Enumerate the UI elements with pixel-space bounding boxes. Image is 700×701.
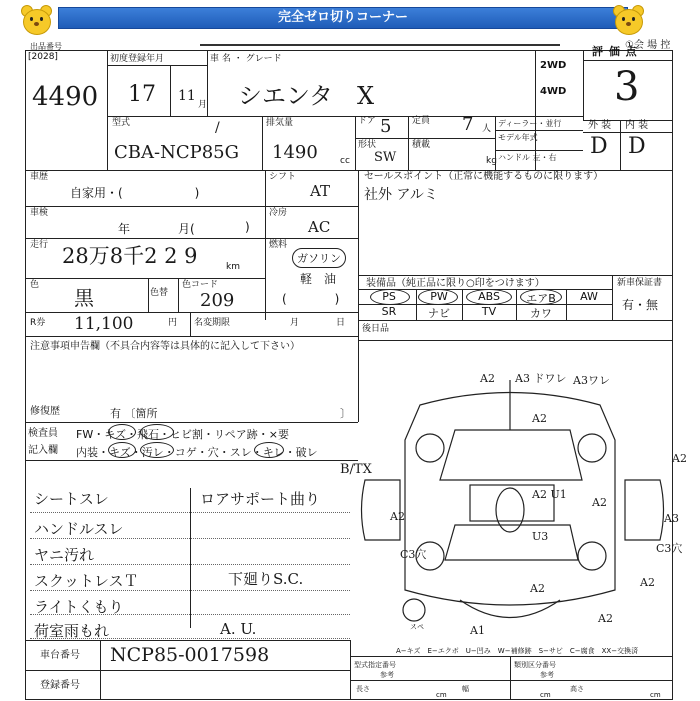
car-name-value: シエンタ X [238, 82, 375, 110]
note-underbody: 下廻りS.C. [228, 570, 304, 588]
mark-14: C3穴 [656, 542, 683, 555]
lot-year-code: [2028] [28, 52, 58, 62]
drive-2wd: 2WD [540, 60, 567, 71]
spare-tire [403, 599, 425, 621]
equip-aw: AW [580, 290, 598, 303]
fuel-other: ( ) [282, 292, 340, 306]
mark-4: A2 [532, 412, 547, 425]
length-label: 長さ [356, 685, 370, 693]
wheel-front-left [416, 434, 444, 462]
inspection-close: ) [245, 220, 250, 234]
length-unit: cm [436, 691, 447, 699]
fuel-diesel: 軽 油 [300, 272, 337, 286]
circle-abs [466, 289, 512, 305]
displacement-label: 排気量 [266, 118, 294, 128]
fuel-gasoline-circled: ガソリン [292, 248, 346, 268]
color-label: 色 [30, 280, 40, 290]
warranty-label: 新車保証書 [617, 278, 663, 288]
height-label: 高さ [570, 685, 584, 693]
shape-label: 形状 [358, 140, 377, 150]
equip-ps: PS [382, 290, 396, 303]
mascot-right-icon [610, 3, 646, 35]
inspection-label: 車検 [30, 208, 49, 218]
name-change-day: 日 [336, 318, 346, 328]
width-unit: cm [540, 691, 551, 699]
history-label: 車歴 [30, 172, 49, 182]
repair-close: 〕 [340, 407, 351, 420]
banner-title: 完全ゼロ切りコーナー [58, 7, 628, 29]
chassis-value: NCP85-0017598 [110, 644, 270, 666]
mark-16: A2 [592, 496, 607, 509]
circle-sure [254, 442, 284, 458]
color-code-value: 209 [200, 290, 235, 311]
mileage-unit: km [226, 262, 240, 272]
mark-3: A3ワレ [573, 374, 610, 387]
circle-ps [370, 289, 410, 305]
equip-abs: ABS [478, 290, 500, 303]
designation-a-ref: 参考 [380, 671, 394, 679]
circle-yogore [140, 442, 174, 458]
equip-pw: PW [430, 290, 448, 303]
shift-label: シフト [269, 172, 297, 182]
equip-leather: カワ [530, 307, 552, 320]
note-nicotine: ヤニ汚れ [34, 546, 95, 564]
shape-value: SW [374, 150, 397, 165]
equip-navi: ナビ [428, 307, 450, 320]
mileage-label: 走行 [30, 240, 49, 250]
designation-b-label: 類別区分番号 [514, 661, 556, 669]
mark-17: B/TX [340, 462, 372, 477]
width-label: 幅 [462, 685, 469, 693]
displacement-value: 1490 [272, 142, 318, 163]
chassis-label: 車台番号 [40, 650, 80, 661]
inspector-row-a: FW・キズ・飛石・ヒビ割・リペア跡・×要 [76, 428, 289, 441]
model-label: 型式 [112, 118, 131, 128]
handle-label: ハンドル 左・右 [498, 153, 557, 162]
inspection-year: 年 [118, 222, 131, 236]
model-year-label: モデル年式 [498, 133, 538, 142]
note-au: A. U. [220, 620, 257, 638]
first-reg-month-unit: 月 [198, 100, 208, 110]
circle-kizu [108, 424, 136, 440]
first-reg-label: 初度登録年月 [110, 54, 165, 64]
first-reg-year: 17 [128, 82, 156, 107]
repair-value: 有 〔箇所 [110, 407, 158, 420]
history-value: 自家用・( ) [70, 186, 200, 200]
rear-window-outline [445, 525, 578, 560]
mark-12: A2 [598, 612, 613, 625]
color-change-label: 色替 [150, 288, 169, 298]
note-trunk-leak: 荷室雨もれ [34, 622, 110, 640]
sales-point-value: 社外 アルミ [364, 187, 438, 203]
mark-10: A2 [530, 582, 545, 595]
note-light-cloudy: ライトくもり [34, 598, 124, 616]
rating-value: 3 [614, 64, 640, 110]
header-cut-line [200, 38, 560, 46]
mark-2: A3 ドワレ [515, 372, 567, 385]
circle-tobiishi [140, 424, 174, 440]
mascot-left-icon [18, 3, 54, 35]
doors-value: 5 [380, 116, 392, 137]
circle-pw [418, 289, 458, 305]
note-handle-wear: ハンドルスレ [34, 520, 124, 538]
notes-label: 注意事項申告欄（不具合内容等は具体的に記入して下さい） [30, 341, 300, 352]
model-value: CBA-NCP85G [114, 142, 239, 163]
drive-4wd: 4WD [540, 86, 567, 97]
inspector-label: 検査員 [28, 428, 58, 439]
dealer-label: ディーラー・並行 [498, 119, 562, 128]
car-name-label: 車 名 ・ グレード [210, 54, 282, 64]
recycle-label: R券 [30, 318, 46, 328]
rating-label: 評 価 点 [592, 45, 638, 58]
exterior-label: 外 装 [588, 120, 612, 131]
note-scuttle: スクットレスＴ [34, 572, 139, 590]
aircon-value: AC [308, 218, 331, 236]
capacity-unit: 人 [482, 124, 492, 134]
mark-11: A2 [640, 576, 655, 589]
inspector-row-b: 内装・キズ・汚レ・コゲ・穴・スレ・キレ・破レ [76, 446, 318, 459]
inspection-month: 月( [178, 222, 195, 236]
note-lower-support: ロアサポート曲り [200, 490, 321, 508]
warranty-value: 有・無 [622, 298, 659, 312]
exterior-value: D [590, 134, 608, 159]
mileage-value: 28万8千2 2 9 [62, 244, 198, 268]
car-damage-diagram [360, 360, 672, 642]
load-label: 積載 [412, 140, 431, 150]
recycle-unit: 円 [168, 318, 178, 328]
name-change-label: 名変期限 [194, 318, 231, 328]
note-seat-wear: シートスレ [34, 490, 109, 508]
venue-partial: ①会 場 控 [625, 40, 671, 51]
wheel-front-right [578, 434, 606, 462]
load-unit: kg [486, 156, 497, 166]
designation-a-label: 型式指定番号 [354, 661, 396, 669]
first-reg-month: 11 [178, 88, 196, 104]
banner [0, 0, 700, 38]
equip-tv: TV [481, 305, 497, 318]
reg-number-label: 登録番号 [40, 680, 80, 691]
equipment-label: 装備品（純正品に限り○印をつけます） [366, 278, 545, 289]
recycle-value: 11,100 [74, 314, 134, 334]
circle-kizu-interior [108, 442, 136, 458]
mark-13: C3穴 [400, 548, 427, 561]
designation-b-ref: 参考 [540, 671, 554, 679]
mark-1: A2 [480, 372, 495, 385]
mark-6: A2 U1 [532, 488, 567, 501]
entry-label: 記入欄 [28, 445, 58, 456]
sales-point-label: セールスポイント（正常に機能するものに限ります） [364, 171, 604, 182]
equip-airbag: エアB [526, 292, 556, 305]
mark-8: A3 [664, 512, 679, 525]
fuel-label: 燃料 [269, 240, 288, 250]
interior-label: 内 装 [625, 120, 649, 131]
repair-label: 修復歴 [30, 406, 60, 417]
mark-5: A2 [672, 452, 687, 465]
header-partial: 出品番号 [30, 42, 62, 51]
interior-value: D [628, 134, 646, 159]
aircon-label: 冷房 [269, 208, 288, 218]
mark-9: U3 [532, 530, 549, 543]
wheel-rear-right [578, 542, 606, 570]
lot-number: 4490 [32, 82, 99, 112]
model-mark: / [215, 120, 220, 136]
capacity-label: 定員 [412, 116, 431, 126]
displacement-unit: cc [340, 156, 350, 166]
mark-18: スペ [410, 623, 424, 631]
damage-legend: A−キズ E−エクボ U−凹み W−補修跡 S−サビ C−腐食 XX−交換済 [396, 647, 639, 655]
circle-airbag [520, 289, 562, 305]
windshield-outline [440, 430, 582, 480]
color-code-label: 色コード [182, 280, 219, 290]
capacity-value: 7 [462, 114, 474, 135]
name-change-month: 月 [290, 318, 300, 328]
equip-sr: SR [381, 305, 397, 318]
attached-label: 後日品 [362, 324, 390, 334]
mark-7: A2 [390, 510, 405, 523]
color-value: 黒 [74, 286, 94, 310]
right-side-outline [625, 480, 664, 540]
mark-15: A1 [470, 624, 485, 637]
height-unit: cm [650, 691, 661, 699]
shift-value: AT [310, 182, 331, 200]
doors-label: ドア [358, 116, 376, 126]
